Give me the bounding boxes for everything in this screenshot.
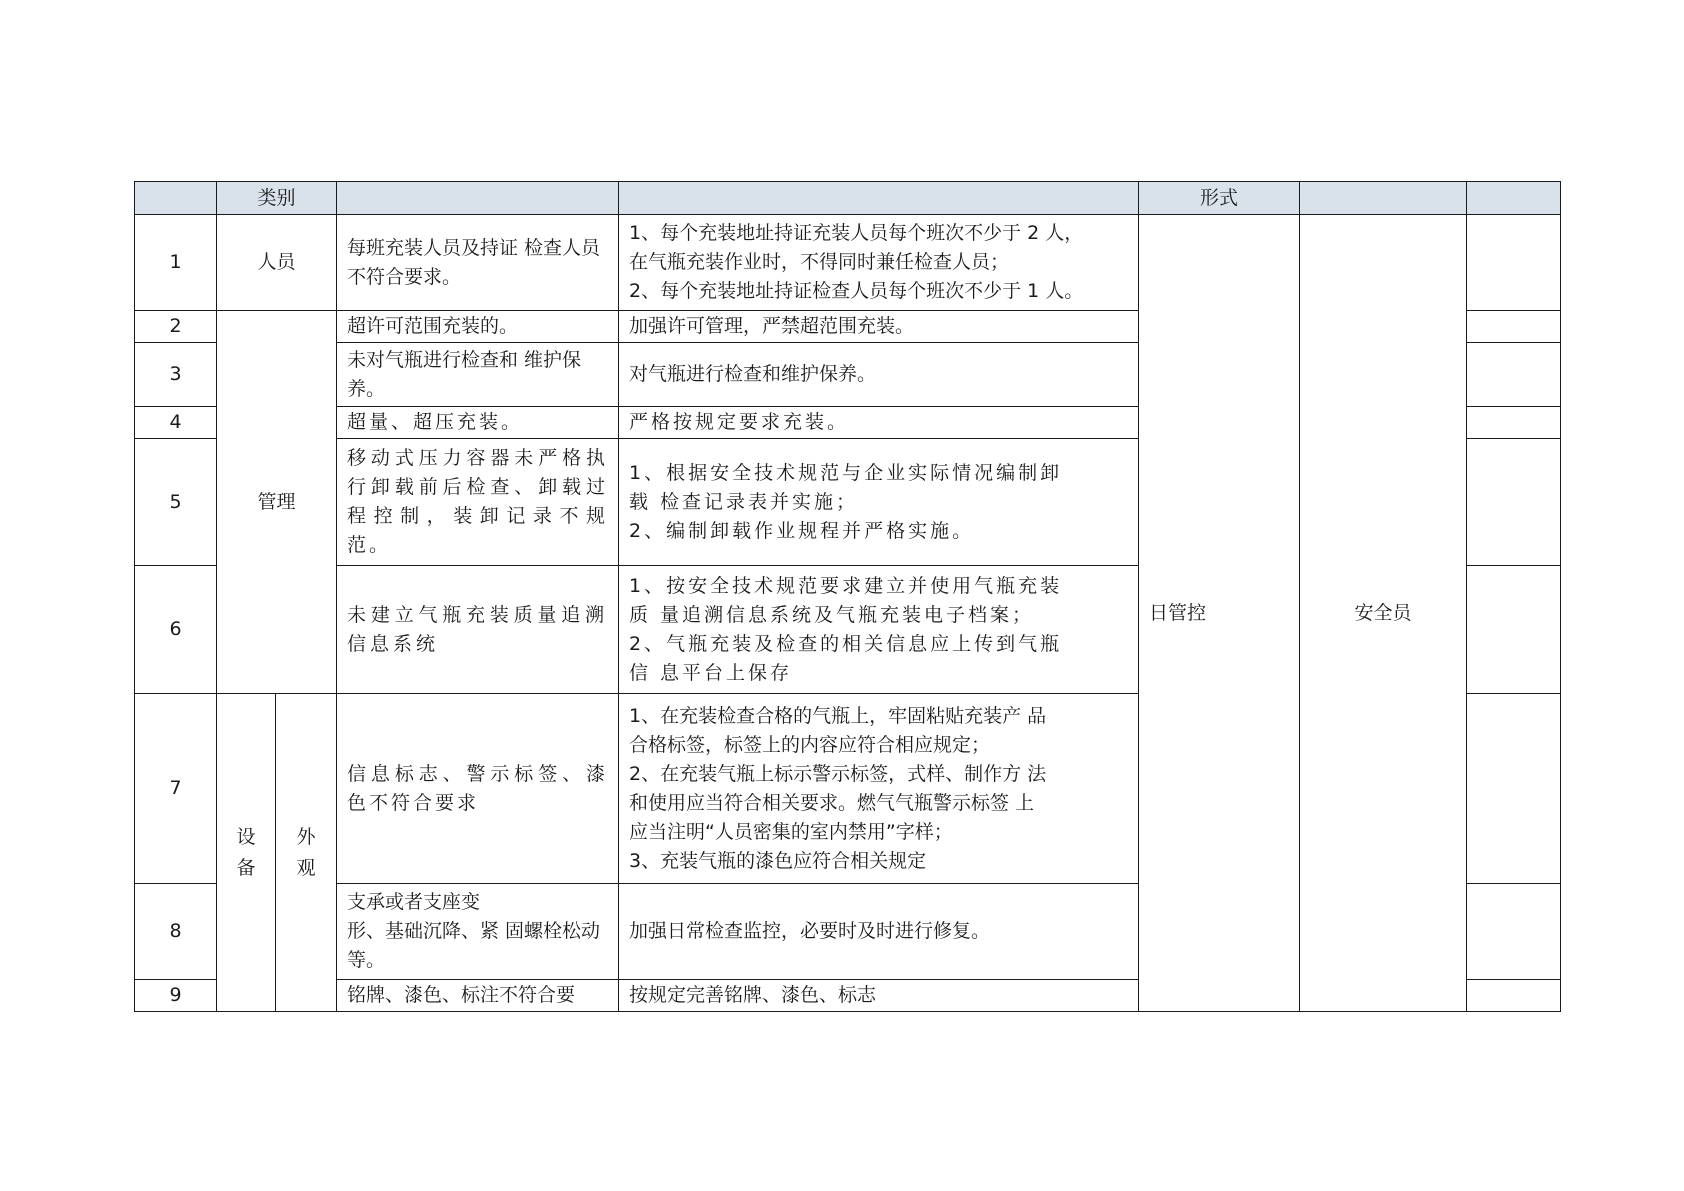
- row-number: 9: [135, 980, 217, 1012]
- measure-line: 1、根据安全技术规范与企业实际情况编制卸: [629, 461, 1063, 484]
- issue-cell: 未对气瓶进行检查和 维护保养。: [337, 343, 619, 407]
- measure-cell: [619, 215, 1139, 311]
- issue-cell: 每班充装人员及持证 检查人员不符合要求。: [337, 215, 619, 311]
- category-equipment-char: 设: [236, 825, 256, 848]
- category-equipment-char: 备: [236, 856, 256, 879]
- measure-line: 2、气瓶充装及检查的相关信息应上传到气瓶: [629, 632, 1063, 655]
- measure-line: 质 量追溯信息系统及气瓶充装电子档案；: [629, 603, 1035, 626]
- control-table: [134, 181, 1561, 1012]
- header-category: 类别: [217, 182, 337, 215]
- measure-cell: [619, 343, 1139, 407]
- category-personnel: 人员: [217, 215, 337, 311]
- measure-cell: [619, 566, 1139, 694]
- remark-cell: [1467, 215, 1561, 311]
- issue-cell: 移动式压力容器未严格执行卸载前后检查、卸载过程控制，装卸记录不规范。: [337, 439, 619, 566]
- measure-cell: [619, 407, 1139, 439]
- measure-line: 按规定完善铭牌、漆色、标志: [629, 984, 877, 1006]
- remark-cell: [1467, 343, 1561, 407]
- measure-line: 合格标签，标签上的内容应符合相应规定；: [629, 733, 991, 756]
- row-number: 3: [135, 343, 217, 407]
- category-appearance-char: 外: [296, 825, 316, 848]
- responsible-cell: 安全员: [1300, 215, 1467, 1012]
- measure-cell: [619, 439, 1139, 566]
- header-responsible: [1300, 182, 1467, 215]
- header-remark: [1467, 182, 1561, 215]
- issue-cell: 未建立气瓶充装质量追溯信息系统: [337, 566, 619, 694]
- row-number: 2: [135, 311, 217, 343]
- issue-cell: [337, 884, 619, 980]
- row-number: 6: [135, 566, 217, 694]
- row-number: 8: [135, 884, 217, 980]
- measure-line: 严格按规定要求充装。: [629, 411, 850, 433]
- measure-line: 载 检查记录表并实施；: [629, 490, 859, 513]
- measure-line: 1、在充装检查合格的气瓶上，牢固粘贴充装产 品: [629, 704, 1047, 727]
- header-issue: [337, 182, 619, 215]
- category-equipment: [217, 694, 276, 1012]
- header-row: [135, 182, 1561, 215]
- measure-line: 和使用应当符合相关要求。燃气气瓶警示标签 上: [629, 791, 1035, 814]
- remark-cell: [1467, 566, 1561, 694]
- measure-cell: [619, 884, 1139, 980]
- remark-cell: [1467, 980, 1561, 1012]
- measure-line: 2、编制卸载作业规程并严格实施。: [629, 519, 975, 542]
- measure-line: 2、每个充装地址持证检查人员每个班次不少于 1 人。: [629, 280, 1084, 302]
- measure-line: 1、按安全技术规范要求建立并使用气瓶充装: [629, 574, 1063, 597]
- measure-cell: [619, 694, 1139, 884]
- measure-line: 加强日常检查监控，必要时及时进行修复。: [629, 920, 991, 942]
- header-no: [135, 182, 217, 215]
- measure-line: 加强许可管理，严禁超范围充装。: [629, 315, 915, 337]
- category-appearance: [276, 694, 337, 1012]
- issue-line: 形、基础沉降、紧 固螺栓松动等。: [347, 920, 601, 971]
- category-appearance-char: 观: [296, 856, 316, 879]
- row-number: 5: [135, 439, 217, 566]
- measure-cell: [619, 311, 1139, 343]
- remark-cell: [1467, 694, 1561, 884]
- measure-cell: [619, 980, 1139, 1012]
- remark-cell: [1467, 884, 1561, 980]
- category-management: 管理: [217, 311, 337, 694]
- remark-cell: [1467, 311, 1561, 343]
- header-form: 形式: [1139, 182, 1300, 215]
- issue-cell: 信息标志、警示标签、漆色不符合要求: [337, 694, 619, 884]
- measure-line: 对气瓶进行检查和维护保养。: [629, 363, 877, 385]
- measure-line: 在气瓶充装作业时，不得同时兼任检查人员；: [629, 251, 1010, 273]
- remark-cell: [1467, 439, 1561, 566]
- measure-line: 信 息平台上保存: [629, 661, 793, 684]
- issue-cell: 超许可范围充装的。: [337, 311, 619, 343]
- measure-line: 1、每个充装地址持证充装人员每个班次不少于 2 人，: [629, 222, 1084, 244]
- measure-line: 2、在充装气瓶上标示警示标签，式样、制作方 法: [629, 762, 1047, 785]
- header-measure: [619, 182, 1139, 215]
- issue-cell: 超量、超压充装。: [337, 407, 619, 439]
- issue-cell: 铭牌、漆色、标注不符合要: [337, 980, 619, 1012]
- remark-cell: [1467, 407, 1561, 439]
- table-row: [135, 215, 1561, 311]
- issue-line: 支承或者支座变: [347, 891, 481, 913]
- row-number: 7: [135, 694, 217, 884]
- form-cell: 日管控: [1139, 215, 1300, 1012]
- row-number: 4: [135, 407, 217, 439]
- measure-line: 3、充装气瓶的漆色应符合相关规定: [629, 849, 927, 872]
- measure-line: 应当注明“人员密集的室内禁用”字样；: [629, 820, 953, 843]
- row-number: 1: [135, 215, 217, 311]
